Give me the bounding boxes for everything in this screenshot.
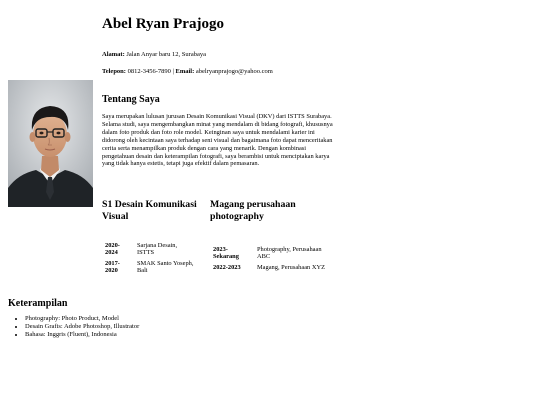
- skills-heading: Keterampilan: [8, 298, 68, 309]
- contact-line: [102, 68, 273, 75]
- address-value: Jalan Anyar baru 12, Surabaya: [126, 51, 206, 58]
- education-desc: Sarjana Desain, ISTTS: [137, 241, 178, 257]
- portrait-image: [8, 80, 93, 207]
- work-years: 2023-Sekarang: [213, 245, 239, 261]
- address-line: [102, 51, 206, 58]
- education-desc: SMAK Santo Yoseph, Bali: [137, 259, 194, 275]
- list-item: • Desain Grafis: Adobe Photoshop, Illustrator: [25, 323, 139, 331]
- skills-list: [8, 315, 139, 340]
- about-text: Saya merupakan lulusan jurusan Desain Komunikasi Visual (DKV) dari ISTTS Surabaya. Selama studi, saya mengembangkan minat yang mendalam di bidang fotografi, khususnya dalam foto produk dan foto role model. Keinginan saya untuk mendalami karier ini didorong oleh kecintaan saya terhadap seni visual dan bagaimana foto dapat menceritakan cerita serta menampilkan produk dengan cara yang menarik. Dengan kombinasi pengetahuan desain dan keterampilan fotografi, saya berambisi untuk menciptakan karya yang tidak hanya estetis, tetapi juga efektif dalam pemasaran.: [102, 113, 333, 168]
- contact-separator: |: [172, 68, 174, 75]
- work-years: 2022-2023: [213, 263, 241, 271]
- phone-label: Telepon:: [102, 68, 126, 75]
- profile-name: Abel Ryan Prajogo: [102, 16, 224, 32]
- table-row: [102, 258, 198, 276]
- education-years: 2017-2020: [105, 259, 120, 275]
- work-heading: Magang perusahaan photography: [210, 199, 296, 222]
- education-heading: S1 Desain Komunikasi Visual: [102, 199, 197, 222]
- phone-value: 0812-3456-7890: [127, 68, 171, 75]
- education-table: [102, 240, 198, 276]
- list-item: • Photography: Photo Product, Model: [25, 315, 139, 323]
- work-table: [210, 244, 336, 273]
- table-row: [102, 240, 198, 258]
- work-desc: Magang, Perusahaan XYZ: [257, 263, 325, 271]
- about-heading: Tentang Saya: [102, 94, 160, 105]
- table-row: [210, 262, 336, 273]
- work-desc: Photography, Perusahaan ABC: [257, 245, 322, 261]
- profile-photo: [8, 80, 93, 207]
- email-value: abelryanprajogo@yahoo.com: [195, 68, 273, 75]
- list-item: • Bahasa: Inggris (Fluent), Indonesia: [25, 331, 139, 339]
- education-years: 2020-2024: [105, 241, 120, 257]
- address-label: Alamat:: [102, 51, 125, 58]
- email-label: Email:: [175, 68, 195, 75]
- table-row: [210, 244, 336, 262]
